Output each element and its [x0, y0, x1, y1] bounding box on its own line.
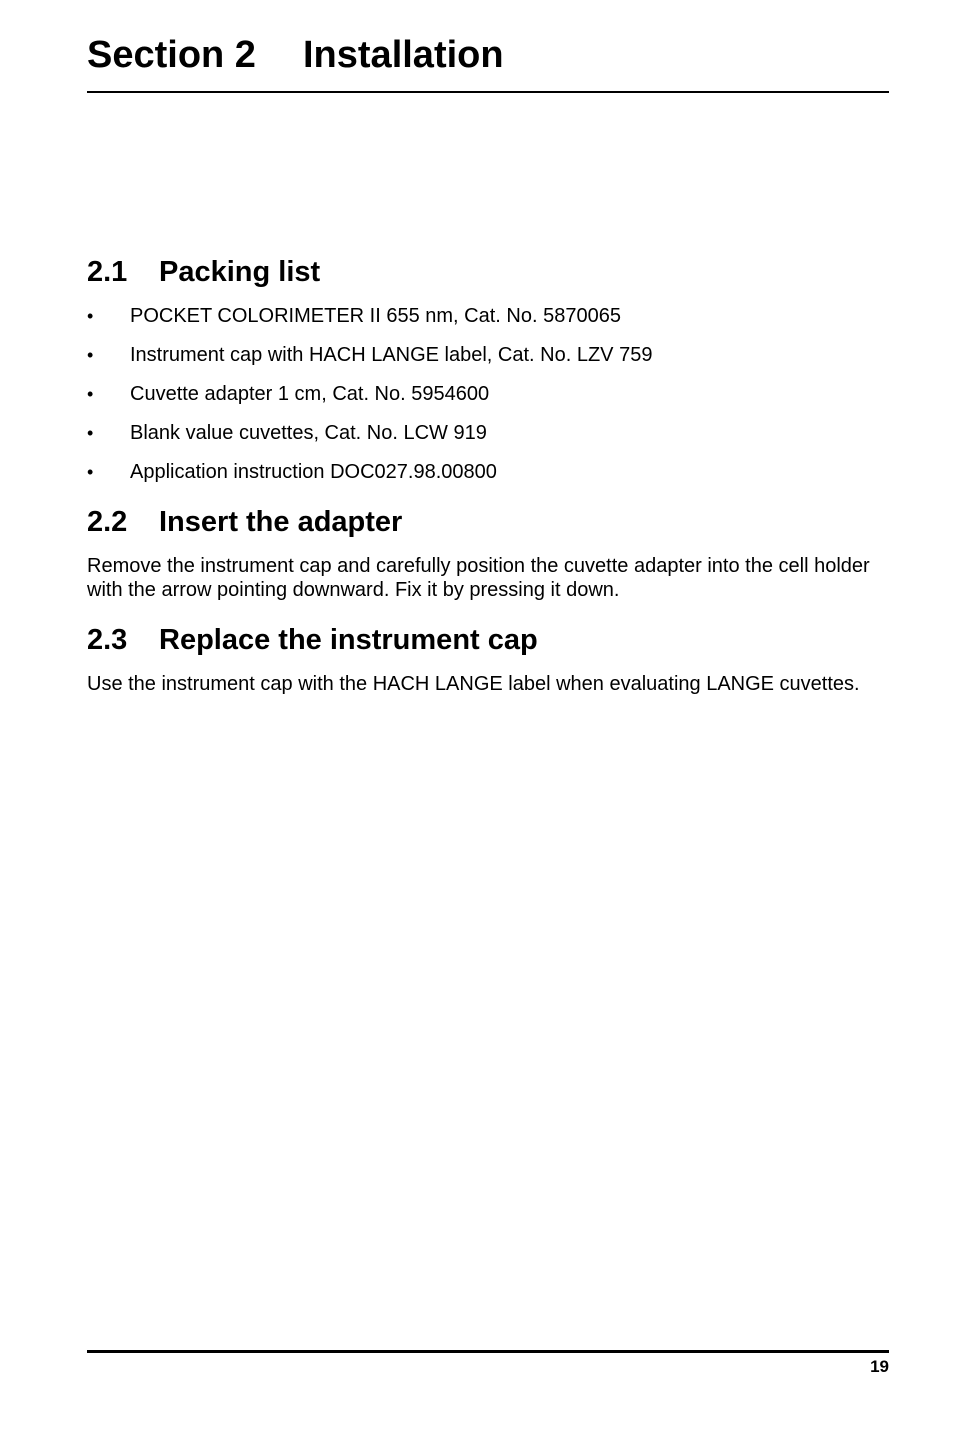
section-number: Section 2 — [87, 34, 256, 76]
bullet-icon: • — [87, 384, 94, 404]
heading-insert-adapter — [87, 505, 402, 539]
page-number: 19 — [870, 1357, 889, 1376]
list-item-text: Blank value cuvettes, Cat. No. LCW 919 — [130, 422, 487, 444]
bullet-icon: • — [87, 345, 94, 365]
section-title: Installation — [303, 34, 504, 76]
paragraph-replace-cap: Use the instrument cap with the HACH LANGE label when evaluating LANGE cuvettes. — [87, 673, 860, 695]
bullet-icon: • — [87, 306, 94, 326]
list-item — [87, 304, 889, 343]
document-page — [87, 0, 889, 1434]
paragraph-insert-adapter: Remove the instrument cap and carefully position the cuvette adapter into the cell holder with the arrow pointing downward. Fix it by pressing it down. — [87, 555, 870, 601]
heading-number: 2.3 — [87, 624, 128, 656]
footer-divider — [87, 1350, 889, 1353]
heading-packing-list — [87, 255, 320, 289]
heading-title: Packing list — [159, 256, 321, 288]
packing-list — [87, 304, 889, 499]
heading-number: 2.2 — [87, 506, 128, 538]
list-item-text: Cuvette adapter 1 cm, Cat. No. 5954600 — [130, 383, 490, 405]
bullet-icon: • — [87, 462, 94, 482]
heading-title: Replace the instrument cap — [159, 624, 538, 656]
heading-title: Insert the adapter — [159, 506, 403, 538]
heading-number: 2.1 — [87, 256, 128, 288]
list-item-text: Instrument cap with HACH LANGE label, Cat. No. LZV 759 — [130, 344, 653, 366]
list-item — [87, 460, 889, 499]
list-item-text: POCKET COLORIMETER II 655 nm, Cat. No. 5870065 — [130, 305, 621, 327]
section-header — [87, 33, 889, 93]
list-item — [87, 421, 889, 460]
list-item — [87, 343, 889, 382]
bullet-icon: • — [87, 423, 94, 443]
list-item-text: Application instruction DOC027.98.00800 — [130, 461, 497, 483]
heading-replace-cap — [87, 623, 538, 657]
list-item — [87, 382, 889, 421]
